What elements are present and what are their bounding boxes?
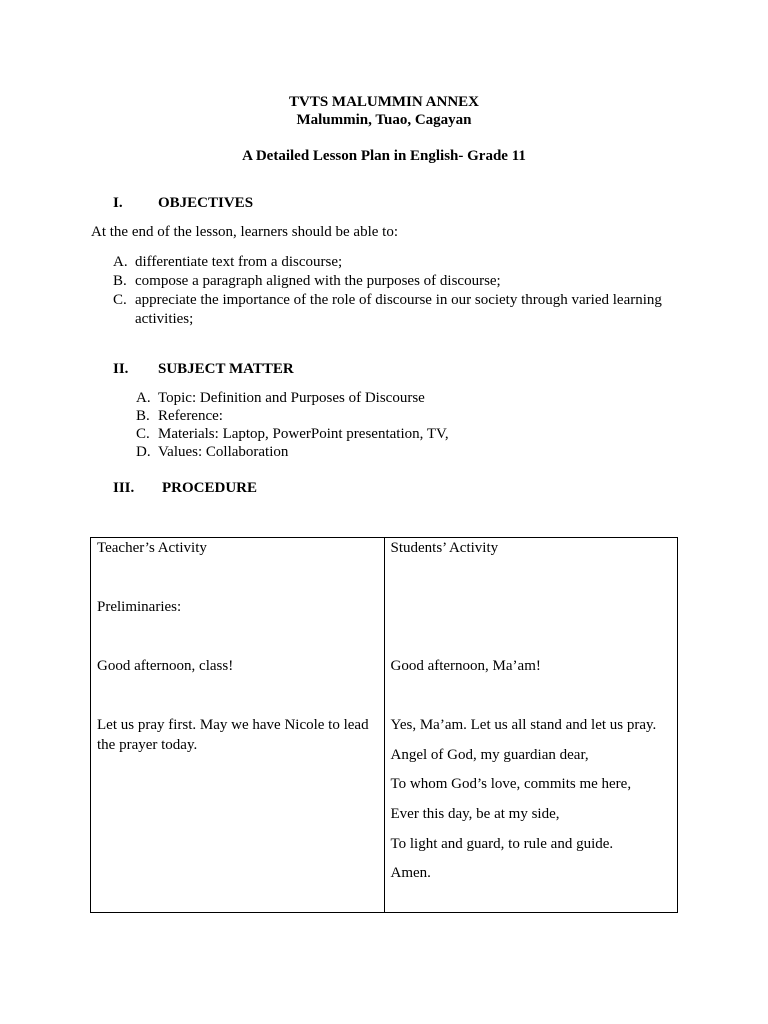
- lesson-plan-title: A Detailed Lesson Plan in English- Grade 11: [242, 148, 526, 164]
- prayer-line: To light and guard, to rule and guide.: [390, 836, 614, 852]
- procedure-heading: [113, 478, 257, 498]
- list-item: [136, 389, 656, 407]
- objectives-intro: At the end of the lesson, learners should be able to:: [91, 224, 399, 240]
- section-title: SUBJECT MATTER: [158, 361, 294, 377]
- section-title: OBJECTIVES: [158, 195, 254, 211]
- teacher-activity-cell: [91, 538, 385, 913]
- prayer-line: Yes, Ma’am. Let us all stand and let us pray.: [390, 717, 657, 733]
- list-item-text: appreciate the importance of the role of discourse in our society through varied learning activities;: [135, 292, 662, 327]
- list-item-text: differentiate text from a discourse;: [135, 254, 343, 270]
- list-item: [136, 443, 656, 461]
- section-number: I.: [113, 195, 123, 211]
- list-item: [113, 253, 673, 272]
- teacher-greeting: Good afternoon, class!: [97, 658, 234, 674]
- list-item-text: Reference:: [158, 408, 223, 424]
- list-marker: D.: [136, 444, 151, 460]
- list-item-text: Materials: Laptop, PowerPoint presentation, TV,: [158, 426, 449, 442]
- list-item: [113, 291, 673, 329]
- prayer-line: Ever this day, be at my side,: [390, 806, 560, 822]
- objectives-list: [113, 253, 673, 329]
- subject-matter-heading: [113, 359, 294, 379]
- school-address: Malummin, Tuao, Cagayan: [296, 112, 472, 128]
- subject-matter-list: [136, 389, 656, 461]
- list-marker: B.: [136, 408, 150, 424]
- preliminaries-label: Preliminaries:: [97, 599, 182, 615]
- prayer-line: Angel of God, my guardian dear,: [390, 747, 589, 763]
- list-item: [136, 407, 656, 425]
- list-item-text: Topic: Definition and Purposes of Discourse: [158, 390, 425, 406]
- list-marker: A.: [136, 390, 151, 406]
- section-title: PROCEDURE: [162, 480, 258, 496]
- objectives-heading: [113, 193, 253, 213]
- list-marker: C.: [136, 426, 150, 442]
- list-marker: A.: [113, 254, 128, 270]
- prayer-line: Amen.: [390, 865, 431, 881]
- students-activity-header: Students’ Activity: [390, 540, 499, 556]
- document-header: [0, 93, 768, 129]
- school-name: TVTS MALUMMIN ANNEX: [288, 94, 479, 110]
- students-activity-cell: [384, 538, 678, 913]
- list-item: [136, 425, 656, 443]
- teacher-prayer-request: Let us pray first. May we have Nicole to lead the prayer today.: [97, 717, 369, 753]
- prayer-line: To whom God’s love, commits me here,: [390, 776, 632, 792]
- section-number: III.: [113, 480, 135, 496]
- activity-table: [90, 537, 678, 913]
- list-marker: B.: [113, 273, 127, 289]
- list-item-text: Values: Collaboration: [158, 444, 289, 460]
- section-number: II.: [113, 361, 129, 377]
- table-row: [91, 538, 678, 913]
- list-marker: C.: [113, 292, 127, 308]
- list-item-text: compose a paragraph aligned with the purposes of discourse;: [135, 273, 501, 289]
- teacher-activity-header: Teacher’s Activity: [97, 540, 207, 556]
- students-greeting: Good afternoon, Ma’am!: [390, 658, 541, 674]
- list-item: [113, 272, 673, 291]
